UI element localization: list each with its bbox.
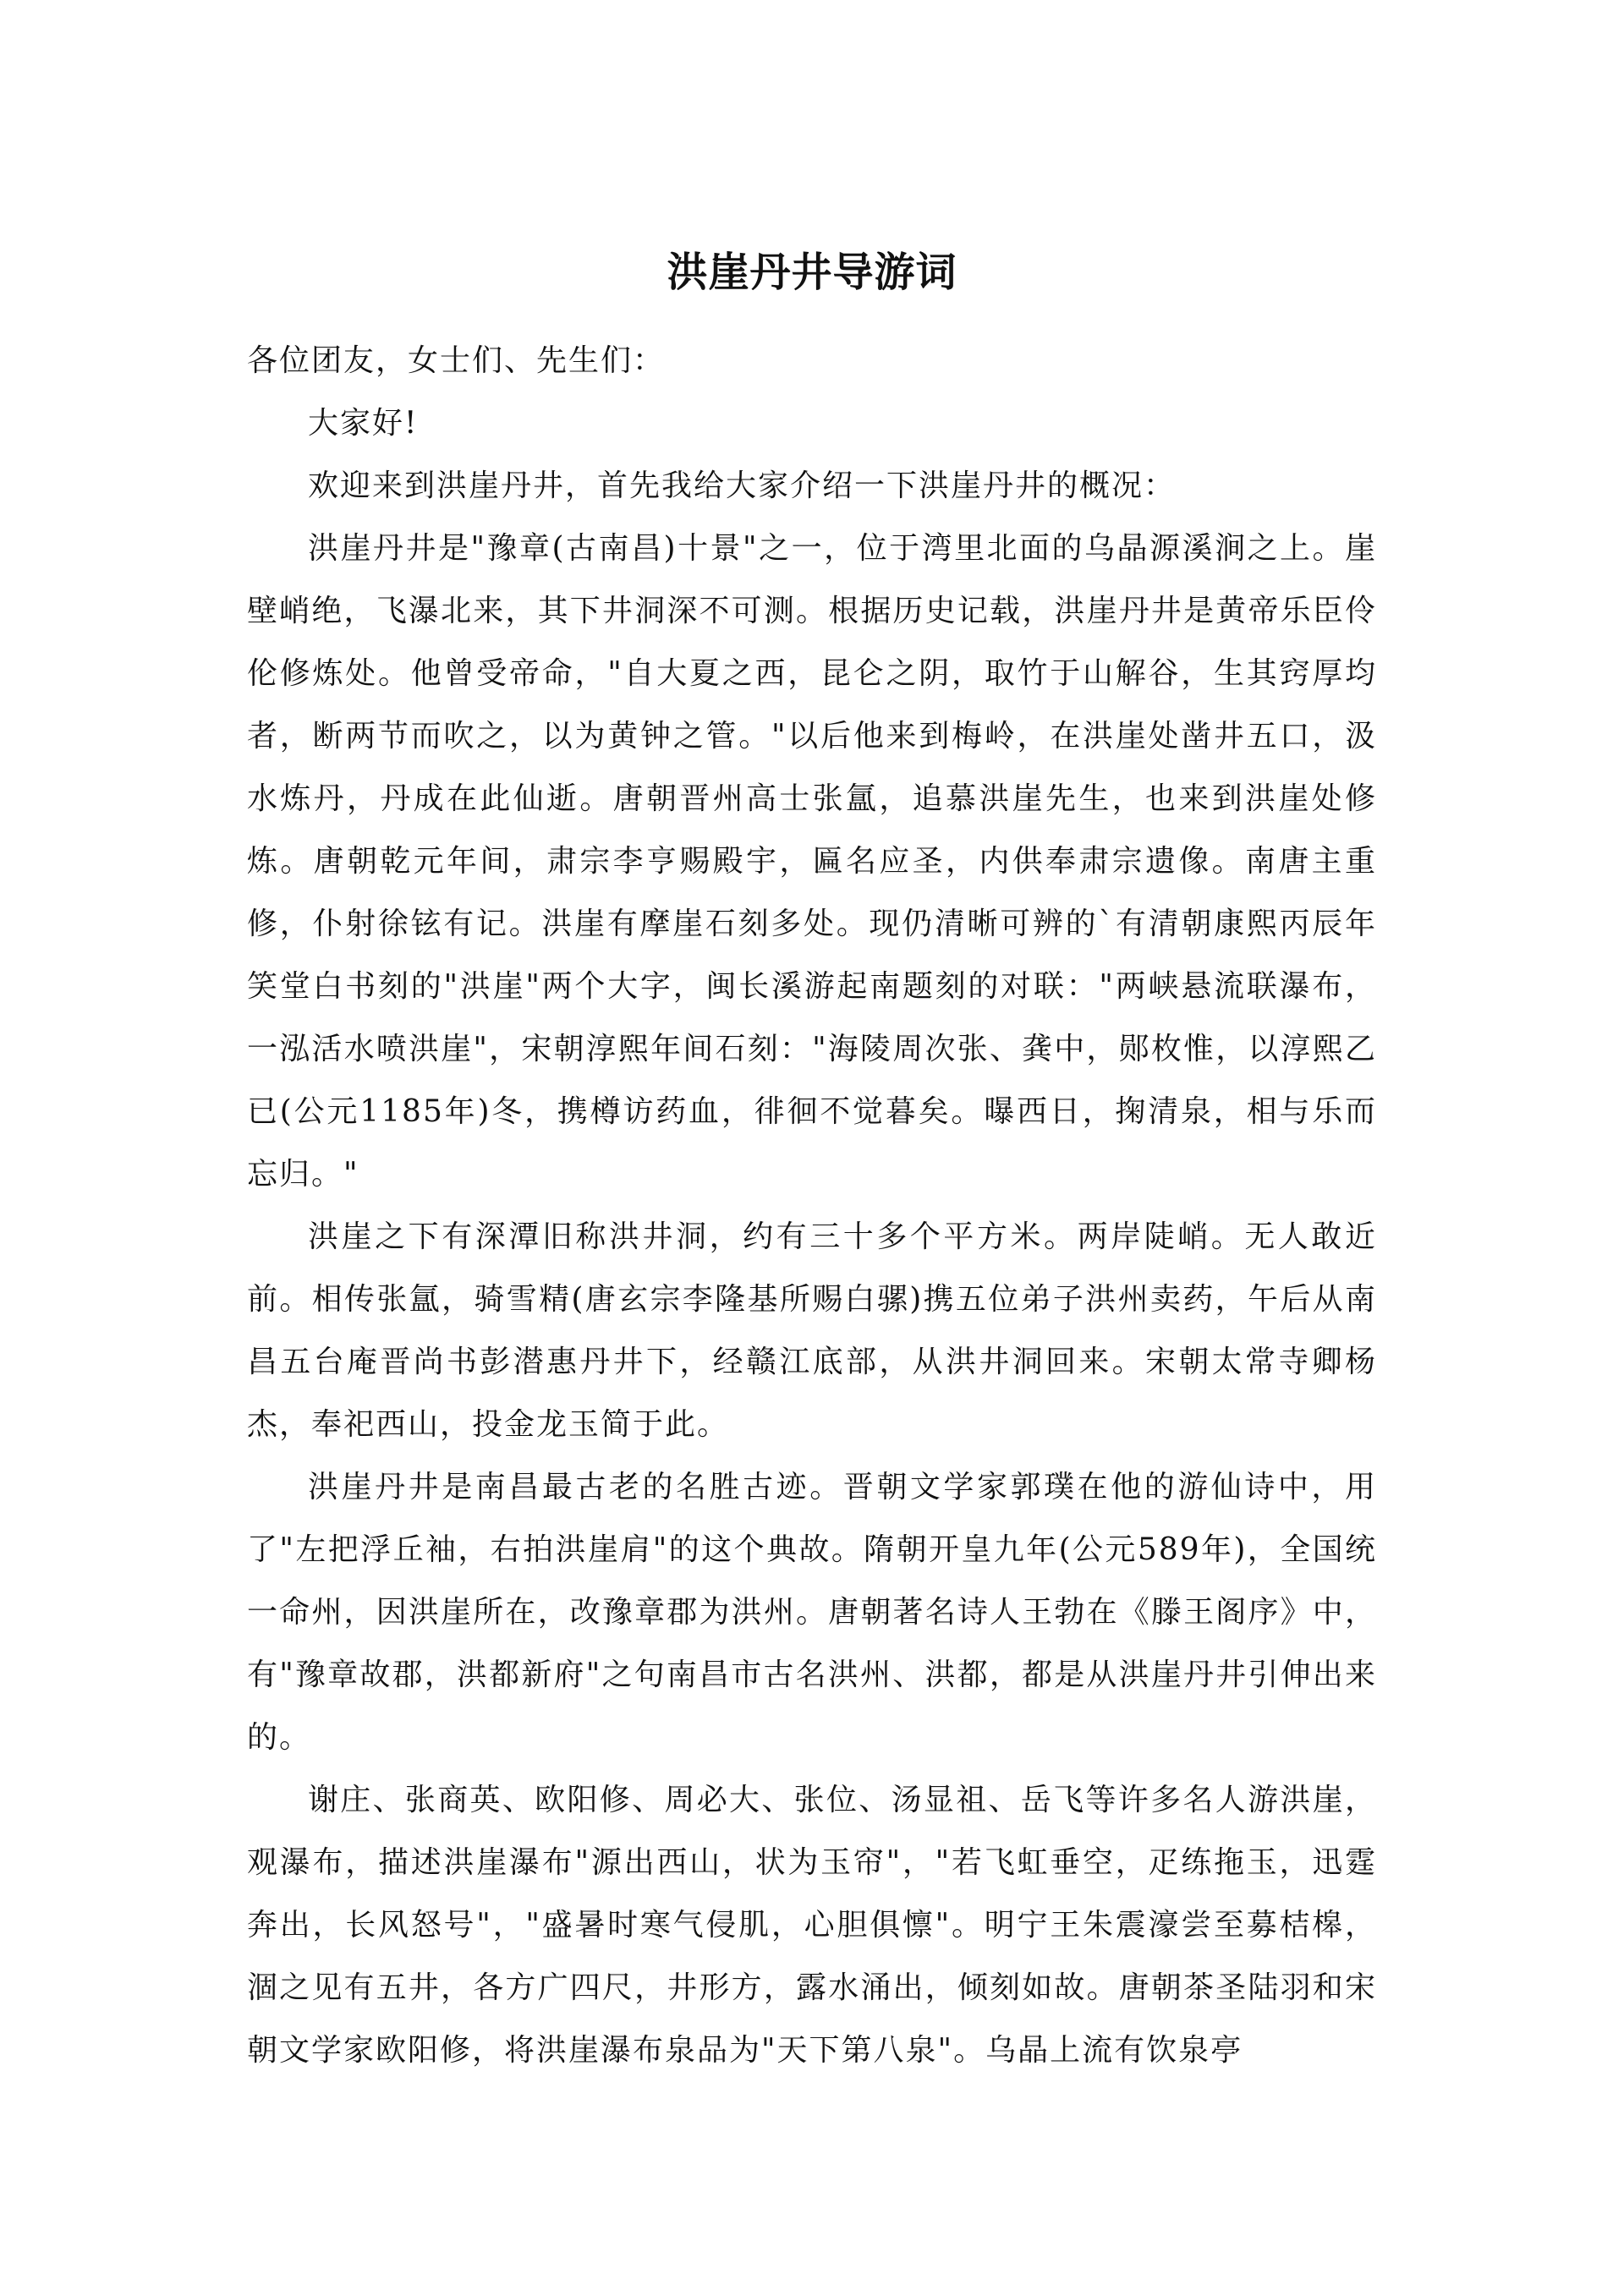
paragraph-intro: 欢迎来到洪崖丹井，首先我给大家介绍一下洪崖丹井的概况： bbox=[308, 469, 1177, 503]
paragraph-famous-visitors: 谢庄、张商英、欧阳修、周必大、张位、汤显祖、岳飞等许多名人游洪崖，观瀑布，描述洪崖瀑布"源出西山，状为玉帘"，"若飞虹垂空，疋练拖玉，迅霆奔出，长风怒号"，"盛暑时寒气侵肌，心胆俱懔"。明宁王朱震濠尝至募桔槔，涸之见有五井，各方广四尺，井形方，露水涌出，倾刻如故。唐朝茶圣陆羽和宋朝文学家欧阳修，将洪崖瀑布泉品为"天下第八泉"。乌晶上流有饮泉亭 bbox=[247, 1783, 1377, 2068]
paragraph-deep-pool: 洪崖之下有深潭旧称洪井洞，约有三十多个平方米。两岸陡峭。无人敢近前。相传张氲，骑雪精(唐玄宗李隆基所赐白骡)携五位弟子洪州卖药，午后从南昌五台庵晋尚书彭潜惠丹井下，经赣江底部，从洪井洞回来。宋朝太常寺卿杨杰，奉祀西山，投金龙玉简于此。 bbox=[247, 1219, 1377, 1442]
paragraph-oldest-site: 洪崖丹井是南昌最古老的名胜古迹。晋朝文学家郭璞在他的游仙诗中，用了"左把浮丘袖，右拍洪崖肩"的这个典故。隋朝开皇九年(公元589年)，全国统一命州，因洪崖所在，改豫章郡为洪州。唐朝著名诗人王勃在《滕王阁序》中，有"豫章故郡，洪都新府"之句南昌市古名洪州、洪都，都是从洪崖丹井引伸出来的。 bbox=[247, 1470, 1377, 1755]
paragraph-welcome: 大家好! bbox=[308, 406, 419, 441]
greeting-paragraph: 各位团友，女士们、先生们： bbox=[247, 343, 666, 378]
paragraph-history: 洪崖丹井是"豫章(古南昌)十景"之一，位于湾里北面的乌晶源溪涧之上。崖壁峭绝，飞瀑北来，其下井洞深不可测。根据历史记载，洪崖丹井是黄帝乐臣伶伦修炼处。他曾受帝命，"自大夏之西，昆仑之阴，取竹于山解谷，生其窍厚均者，断两节而吹之，以为黄钟之管。"以后他来到梅岭，在洪崖处凿井五口，汲水炼丹，丹成在此仙逝。唐朝晋州高士张氲，追慕洪崖先生，也来到洪崖处修炼。唐朝乾元年间，肃宗李亨赐殿宇，匾名应圣，内供奉肃宗遗像。南唐主重修，仆射徐铉有记。洪崖有摩崖石刻多处。现仍清晰可辨的`有清朝康熙丙辰年笑堂白书刻的"洪崖"两个大字，闽长溪游起南题刻的对联："两峡悬流联瀑布，一泓活水喷洪崖"，宋朝淳熙年间石刻："海陵周次张、龚中，郧枚惟，以淳熙乙已(公元1185年)冬，携樽访药血，徘徊不觉暮矣。曝西日，掬清泉，相与乐而忘归。" bbox=[247, 531, 1377, 1192]
document-body bbox=[247, 330, 1377, 2082]
document-title: 洪崖丹井导游词 bbox=[667, 249, 957, 296]
